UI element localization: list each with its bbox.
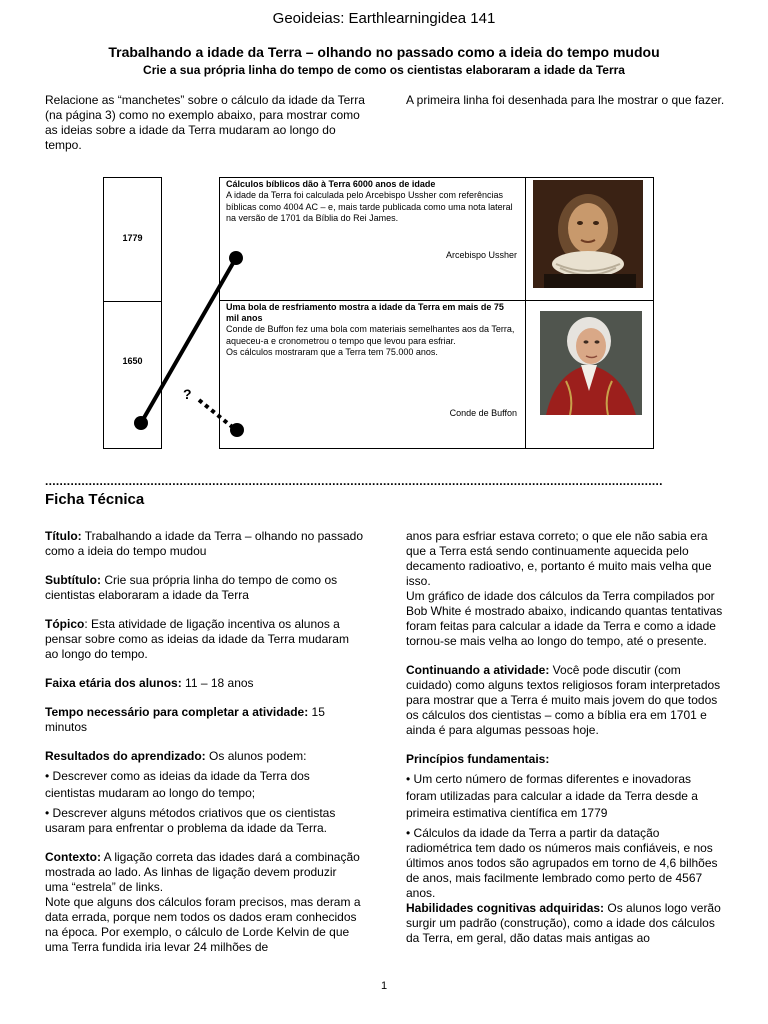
resultados-label: Resultados do aprendizado: <box>45 749 206 763</box>
page-subtitle: Crie a sua própria linha do tempo de como os cientistas elaboraram a idade da Terra <box>143 63 625 77</box>
continuando-field <box>406 663 724 738</box>
card-person-name: Arcebispo Ussher <box>445 250 517 260</box>
resultados-bullet-2: • Descrever alguns métodos criativos que os cientistas usaram para enfrentar o problema da idade da Terra. <box>45 806 336 835</box>
card-headline: Cálculos bíblicos dão à Terra 6000 anos de idade <box>226 179 436 189</box>
intro-note: A primeira linha foi desenhada para lhe mostrar o que fazer. <box>406 93 725 107</box>
document-header: Geoideias: Earthlearningidea 141 <box>272 10 496 27</box>
link-line-dotted <box>199 400 236 430</box>
timeline-link-lines <box>0 0 768 470</box>
principios-bullet-1: • Um certo número de formas diferentes e inovadoras foram utilizadas para calcular a idade da Terra desde a primeira estimativa científica em 1779 <box>406 772 698 820</box>
titulo-value: Trabalhando a idade da Terra – olhando no passado como a ideia do tempo mudou <box>45 529 363 558</box>
resultados-value: Os alunos podem: <box>205 749 307 763</box>
habilidades-label: Habilidades cognitivas adquiridas: <box>406 901 605 915</box>
subtitulo-field <box>45 573 363 603</box>
link-dot-start <box>134 416 148 430</box>
subtitulo-label: Subtítulo: <box>45 573 101 587</box>
contexto-field <box>45 850 363 895</box>
page-title: Trabalhando a idade da Terra – olhando no passado como a ideia do tempo mudou <box>108 44 660 60</box>
tempo-value: 15 minutos <box>45 705 325 734</box>
titulo-label: Título: <box>45 529 82 543</box>
faixa-value: 11 – 18 anos <box>181 676 254 690</box>
tempo-field <box>45 705 363 735</box>
topico-label: Tópico <box>45 617 85 631</box>
resultados-bullet-1: • Descrever como as ideias da idade da Terra dos cientistas mudaram ao longo do tempo; <box>45 769 310 800</box>
page-number: 1 <box>380 980 388 992</box>
resultados-field <box>45 749 363 764</box>
habilidades-value: Os alunos logo verão surgir um padrão (construção), como a idade dos cálculos da Terra, em geral, dão datas mais antigas ao <box>406 901 721 945</box>
ficha-left-column <box>45 529 363 955</box>
titulo-field <box>45 529 363 559</box>
contexto-note: Note que alguns dos cálculos foram precisos, mas deram a data errada, porque nem todos os dados eram conhecidos na época. Por exemplo, o cálculo de Lorde Kelvin de que uma Terra fundida iria levar 24 milhões de <box>45 895 361 954</box>
principios-label-text: Princípios fundamentais: <box>406 752 550 766</box>
contexto-value: A ligação correta das idades dará a combinação mostrada ao lado. As linhas de ligação devem produzir uma “estrela” de links. <box>45 850 360 894</box>
grafico-note: Um gráfico de idade dos cálculos da Terra compilados por Bob White é mostrado abaixo, indicando quantas tentativas foram feitas para calcular a idade da Terra e como a idade tornou-se mais velha ao longo do tempo, até o presente. <box>406 589 723 648</box>
intro-instructions: Relacione as “manchetes” sobre o cálculo da idade da Terra (na página 3) como no exemplo abaixo, para mostrar como as ideias sobre a idade da Terra mudaram ao longo do tempo. <box>45 93 365 152</box>
card-text-result: Os cálculos mostraram que a Terra tem 75.000 anos. <box>226 347 438 357</box>
continuando-value: Você pode discutir (com cuidado) como alguns textos religiosos foram interpretados para mostrar que a Terra é muito mais jovem do que todos os cálculos dos cientistas – como a bíblia era em 1701 e ainda é para algumas pessoas hoje. <box>406 663 721 737</box>
section-separator: .......................................................................................................................................................................... <box>45 474 663 488</box>
card-text: Conde de Buffon fez uma bola com materiais semelhantes aos da Terra, aqueceu-a e cronometrou o tempo que levou para esfriar. <box>226 324 515 346</box>
topico-value: : Esta atividade de ligação incentiva os alunos a pensar sobre como as ideias da idade da Terra mudaram ao longo do tempo. <box>45 617 349 661</box>
contexto-label: Contexto: <box>45 850 101 864</box>
card-person-name: Conde de Buffon <box>449 408 517 418</box>
question-mark: ? <box>183 386 192 402</box>
link-dot-next <box>230 423 244 437</box>
subtitulo-value: Crie sua própria linha do tempo de como os cientistas elaboraram a idade da Terra <box>45 573 338 602</box>
topico-field <box>45 617 363 662</box>
ficha-right-column <box>406 529 724 946</box>
link-dot-end <box>229 251 243 265</box>
principios-label <box>406 752 724 767</box>
habilidades-field <box>406 901 724 946</box>
card-headline: Uma bola de resfriamento mostra a idade da Terra em mais de 75 mil anos <box>226 302 504 323</box>
continuando-label: Continuando a atividade: <box>406 663 550 677</box>
faixa-label: Faixa etária dos alunos: <box>45 676 182 690</box>
principios-bullet-2: • Cálculos da idade da Terra a partir da datação radiométrica tem dado os números mais confiáveis, e nos últimos anos todos são agrupados em torno de 4,6 bilhões de anos, mais facilmente lembrado como perto de 4567 anos. <box>406 826 718 900</box>
date-label-1650: 1650 <box>122 356 143 366</box>
card-text: A idade da Terra foi calculada pelo Arcebispo Ussher com referências bíblicas como 4004 AC – e, mais tarde publicada como uma nota lateral na versão de 1701 da Bíblia do Rei James. <box>226 190 513 223</box>
contexto-continued: anos para esfriar estava correto; o que ele não sabia era que a Terra está sendo continuamente aquecida pelo decamento radioativo, e, portanto é muito mais velha que isso. <box>406 529 712 588</box>
ficha-tecnica-heading: Ficha Técnica <box>45 491 145 508</box>
faixa-field <box>45 676 363 691</box>
date-label-1779: 1779 <box>122 233 143 243</box>
tempo-label: Tempo necessário para completar a atividade: <box>45 705 309 719</box>
